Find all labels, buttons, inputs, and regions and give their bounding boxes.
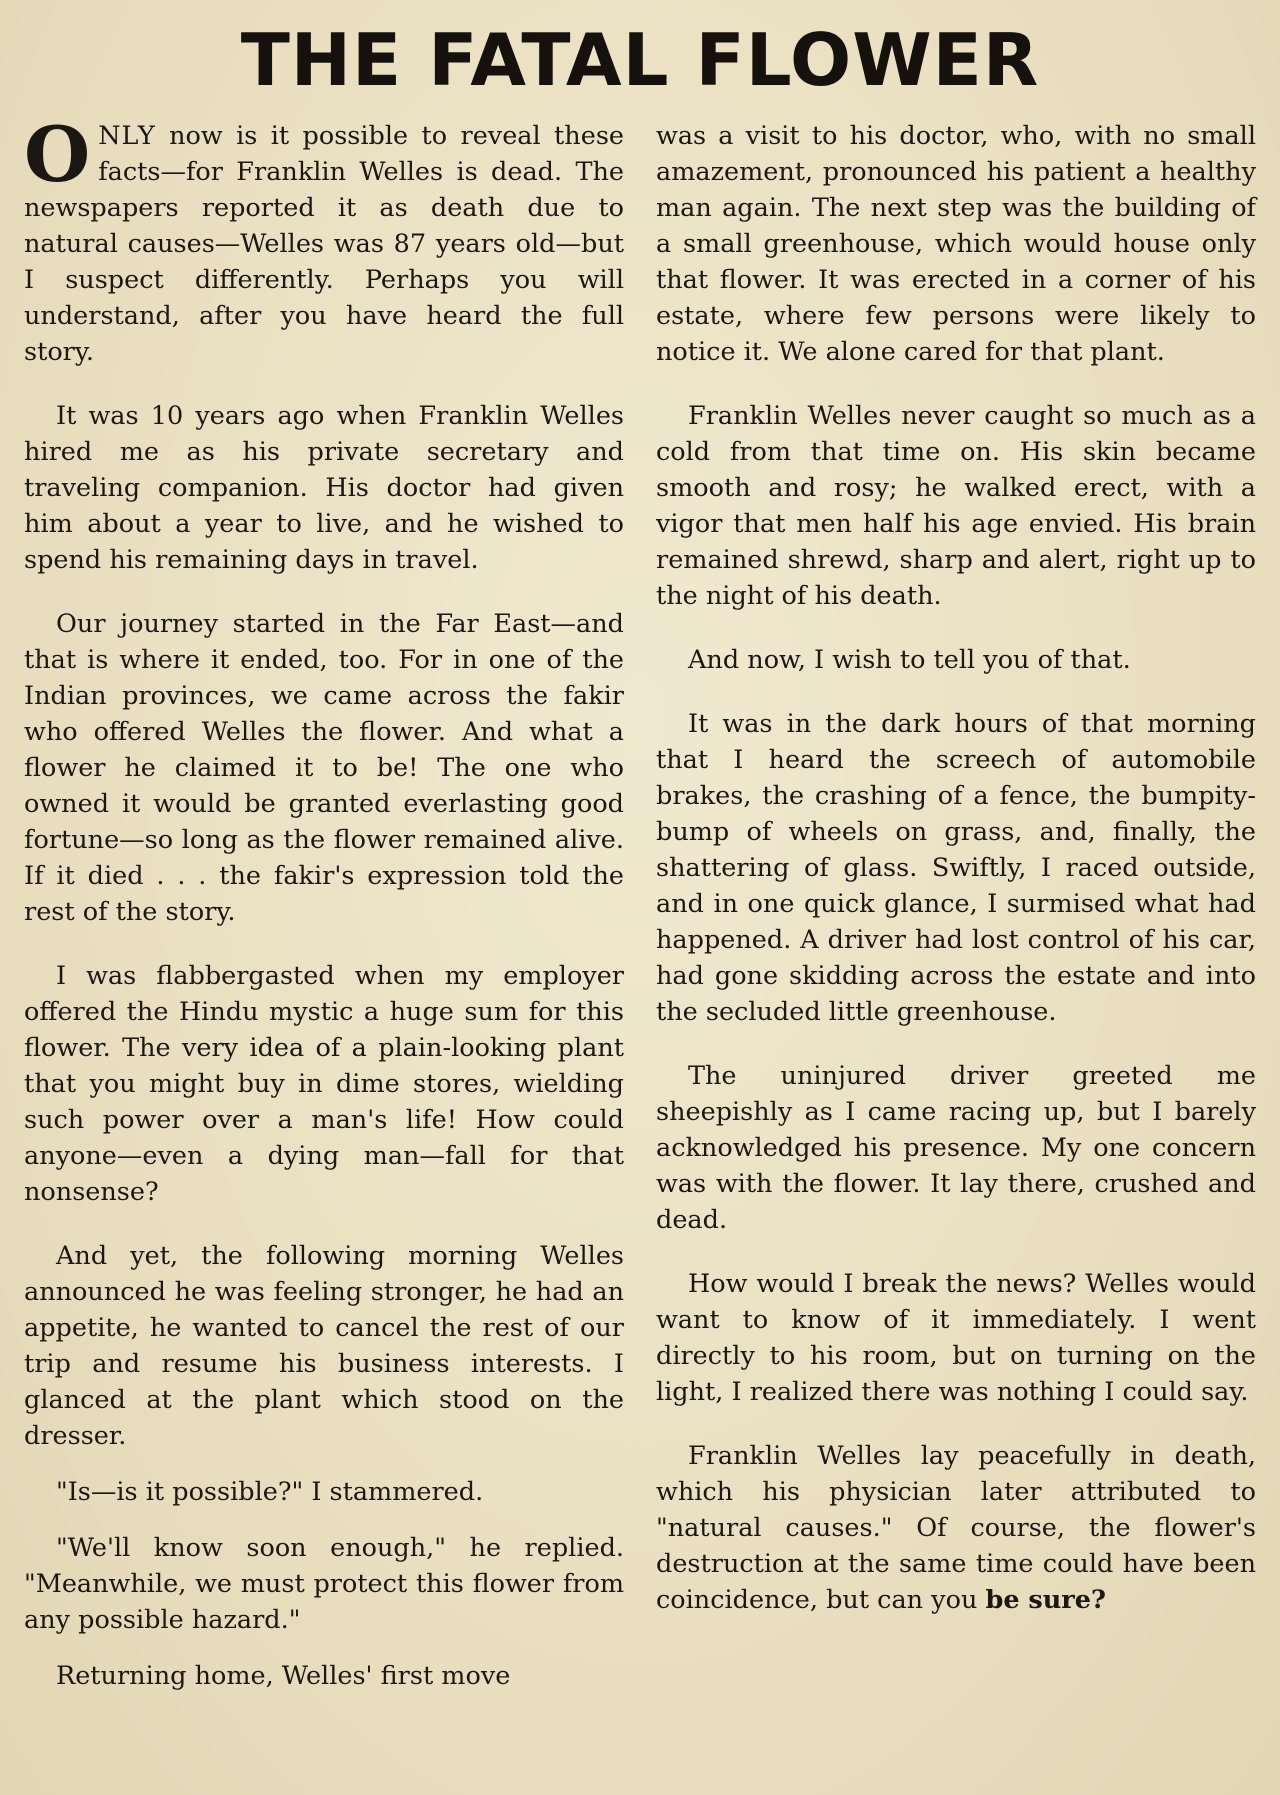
story-title: THE FATAL FLOWER [240, 18, 1040, 102]
paragraph-15-text: Franklin Welles lay peacefully in death, which his physician later attributed to "natural causes." Of course, the flower's destruction at the same time could have been coincidence, but can you [656, 1441, 1256, 1615]
paragraph-1-text: now is it possible to reveal these facts—for Franklin Welles is dead. The newspapers reported it as death due to natural causes—Welles was 87 years old—but I suspect differently. Perhaps you will understand, after you have heard the full story. [24, 121, 624, 367]
paragraph-7: "We'll know soon enough," he replied. "Meanwhile, we must protect this flower from any possible hazard." [24, 1533, 624, 1635]
paragraph-13: The uninjured driver greeted me sheepishly as I came racing up, but I barely acknowledged his presence. My one concern was with the flower. It lay there, crushed and dead. [656, 1061, 1256, 1235]
right-column [656, 118, 1258, 1722]
paragraph-8: Returning home, Welles' first move [56, 1661, 511, 1691]
paragraph-1 [24, 110, 624, 370]
drop-cap: O [24, 110, 91, 199]
paragraph-15 [656, 1438, 1256, 1618]
lead-in: NLY [98, 121, 156, 151]
paragraph-2: It was 10 years ago when Franklin Welles hired me as his private secretary and traveling companion. His doctor had given him about a year to live, and he wished to spend his remaining days in travel. [24, 401, 624, 575]
left-column [22, 110, 624, 1722]
paragraph-11: And now, I wish to tell you of that. [688, 645, 1131, 675]
paragraph-9: was a visit to his doctor, who, with no small amazement, pronounced his patient a healthy man again. The next step was the building of a small greenhouse, which would house only that flower. It was erected in a corner of his estate, where few persons were likely to notice it. We alone cared for that plant. [656, 121, 1256, 367]
paragraph-4: I was flabbergasted when my employer offered the Hindu mystic a huge sum for this flower. The very idea of a plain-looking plant that you might buy in dime stores, wielding such power over a man's life! How could anyone—even a dying man—fall for that nonsense? [24, 961, 624, 1207]
story-columns [22, 110, 1258, 1722]
paragraph-14: How would I break the news? Welles would want to know of it immediately. I went directly to his room, but on turning on the light, I realized there was nothing I could say. [656, 1269, 1256, 1407]
paragraph-5: And yet, the following morning Welles announced he was feeling stronger, he had an appetite, he wanted to cancel the rest of our trip and resume his business interests. I glanced at the plant which stood on the dresser. [24, 1241, 624, 1451]
paragraph-3: Our journey started in the Far East—and that is where it ended, too. For in one of the Indian provinces, we came across the fakir who offered Welles the flower. And what a flower he claimed it to be! The one who owned it would be granted everlasting good fortune—so long as the flower remained alive. If it died . . . the fakir's expression told the rest of the story. [24, 609, 624, 927]
paragraph-6: "Is—is it possible?" I stammered. [56, 1477, 484, 1507]
paragraph-10: Franklin Welles never caught so much as a cold from that time on. His skin became smooth and rosy; he walked erect, with a vigor that men half his age envied. His brain remained shrewd, sharp and alert, right up to the night of his death. [656, 401, 1256, 611]
closing-words: be sure? [985, 1585, 1106, 1615]
paragraph-12: It was in the dark hours of that morning that I heard the screech of automobile brakes, the crashing of a fence, the bumpity-bump of wheels on grass, and, finally, the shattering of glass. Swiftly, I raced outside, and in one quick glance, I surmised what had happened. A driver had lost control of his car, had gone skidding across the estate and into the secluded little greenhouse. [656, 709, 1256, 1027]
